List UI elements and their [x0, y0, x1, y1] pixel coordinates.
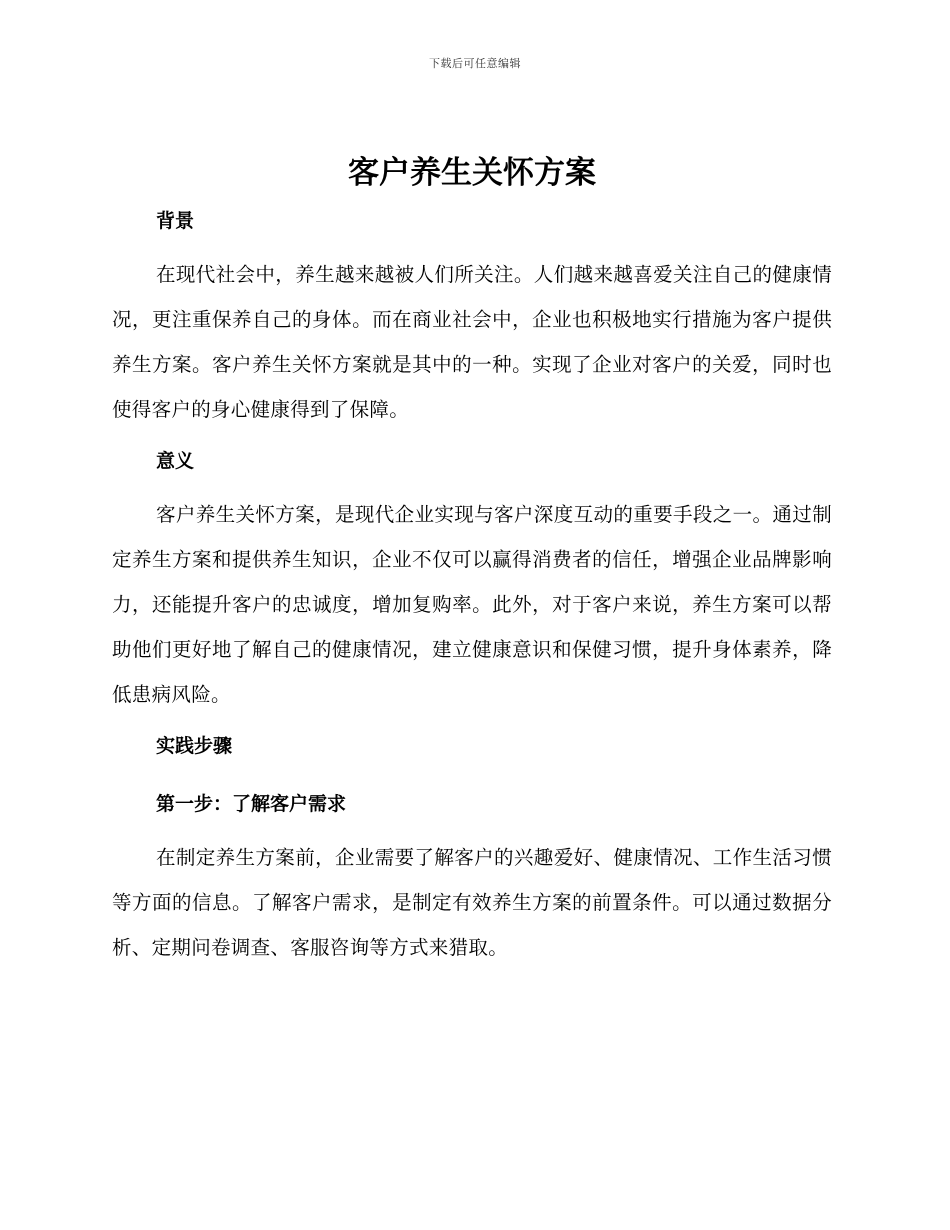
section-heading-steps: 实践步骤	[156, 735, 233, 757]
document-body	[112, 150, 832, 970]
header-note: 下载后可任意编辑	[429, 57, 521, 70]
step-heading-1: 第一步：了解客户需求	[156, 793, 347, 815]
section-heading-background: 背景	[156, 210, 195, 232]
document-title: 客户养生关怀方案	[348, 155, 596, 191]
paragraph-background: 在现代社会中，养生越来越被人们所关注。人们越来越喜爱关注自己的健康情况，更注重保养自己的身体。而在商业社会中，企业也积极地实行措施为客户提供养生方案。客户养生关怀方案就是其中的一种。实现了企业对客户的关爱，同时也使得客户的身心健康得到了保障。	[112, 263, 832, 421]
paragraph-step-1: 在制定养生方案前，企业需要了解客户的兴趣爱好、健康情况、工作生活习惯等方面的信息。了解客户需求，是制定有效养生方案的前置条件。可以通过数据分析、定期问卷调查、客服咨询等方式来猎取。	[112, 846, 832, 959]
paragraph-meaning: 客户养生关怀方案，是现代企业实现与客户深度互动的重要手段之一。通过制定养生方案和提供养生知识，企业不仅可以赢得消费者的信任，增强企业品牌影响力，还能提升客户的忠诚度，增加复购率。此外，对于客户来说，养生方案可以帮助他们更好地了解自己的健康情况，建立健康意识和保健习惯，提升身体素养，降低患病风险。	[112, 503, 832, 706]
section-heading-meaning: 意义	[156, 450, 195, 472]
